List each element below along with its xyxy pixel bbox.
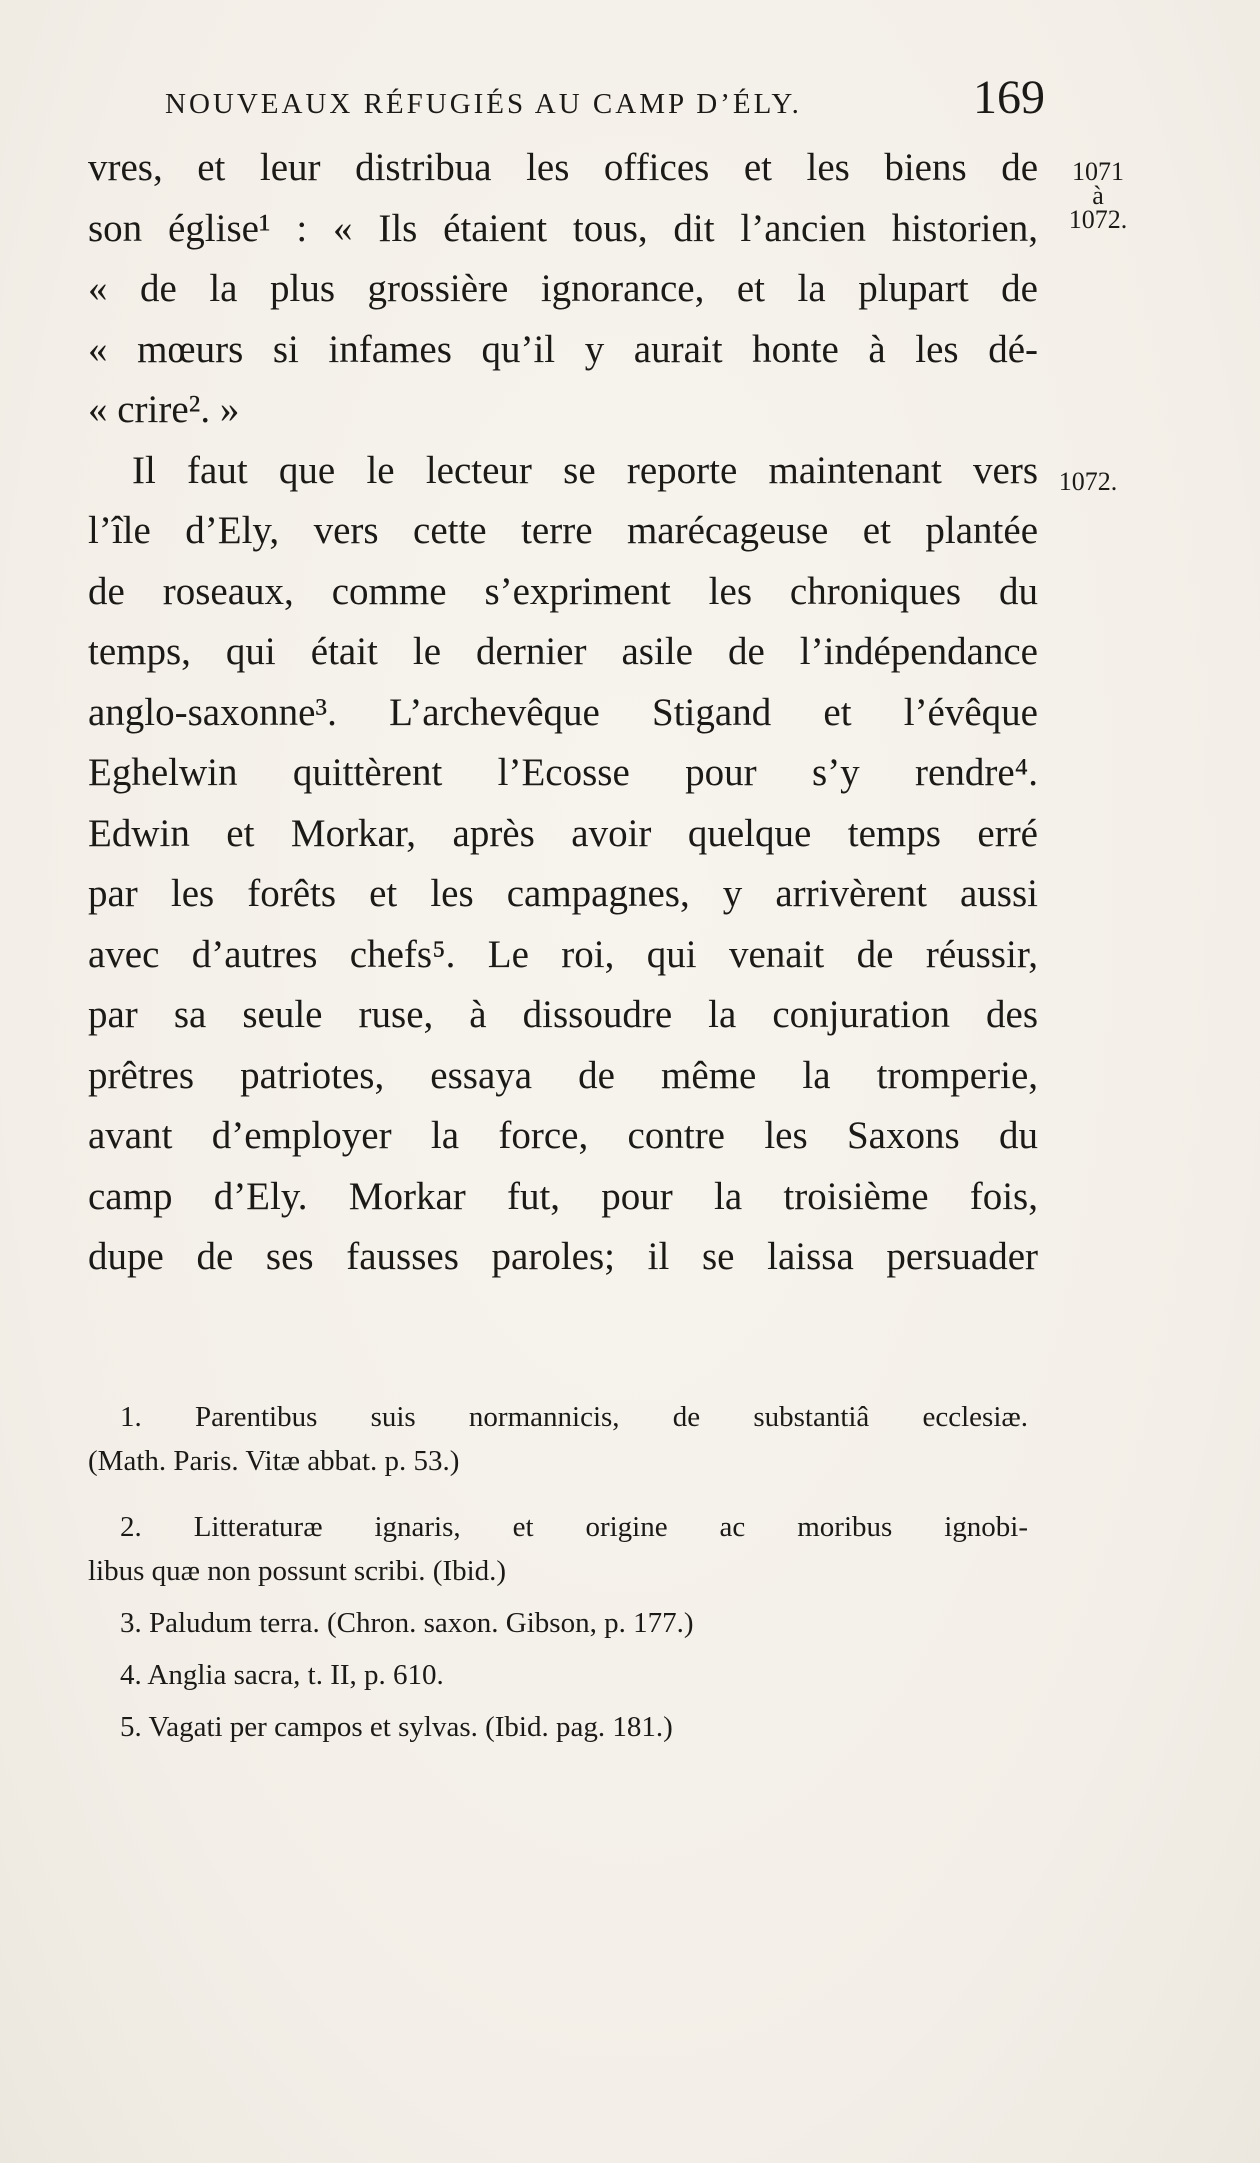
footnote-text: 2. Litteraturæ ignaris, et origine ac moribus ignobi- xyxy=(120,1511,1028,1543)
body-line: avec d’autres chefs⁵. Le roi, qui venait de réussir, xyxy=(88,932,1038,976)
body-line: vres, et leur distribua les offices et les biens de xyxy=(88,146,1038,189)
footnote-4 xyxy=(88,1653,1028,1697)
margin-date-to: 1072. xyxy=(1068,205,1128,234)
footnote-5 xyxy=(88,1705,1028,1749)
footnote-text: (Math. Paris. Vitæ abbat. p. 53.) xyxy=(88,1445,460,1477)
body-line: Il faut que le lecteur se reporte maintenant vers xyxy=(132,448,1038,492)
body-line: « de la plus grossière ignorance, et la plupart de xyxy=(88,267,1038,310)
margin-date-single-text: 1072. xyxy=(1058,467,1118,496)
body-line: anglo-saxonne³. L’archevêque Stigand et l’évêque xyxy=(88,690,1038,734)
body-line: de roseaux, comme s’expriment les chroniques du xyxy=(88,569,1038,613)
footnote-text: 4. Anglia sacra, t. II, p. 610. xyxy=(120,1659,444,1691)
body-line: camp d’Ely. Morkar fut, pour la troisième fois, xyxy=(88,1174,1038,1218)
footnote-text: 3. Paludum terra. (Chron. saxon. Gibson, p. 177.) xyxy=(120,1607,694,1639)
footnotes xyxy=(88,1395,1028,1749)
body-line: « mœurs si infames qu’il y aurait honte à les dé- xyxy=(88,327,1038,371)
footnote-text: 1. Parentibus suis normannicis, de substantiâ ecclesiæ. xyxy=(120,1401,1028,1433)
footnote-text: 5. Vagati per campos et sylvas. (Ibid. pag. 181.) xyxy=(120,1711,673,1743)
page-number: 169 xyxy=(973,71,1045,124)
body-line: temps, qui était le dernier asile de l’indépendance xyxy=(88,630,1038,673)
margin-date-range xyxy=(1058,157,1138,234)
body-line: « crire². » xyxy=(88,388,240,431)
margin-date-from: 1071 xyxy=(1072,157,1124,186)
footnote-text: libus quæ non possunt scribi. (Ibid.) xyxy=(88,1555,507,1587)
footnote-2 xyxy=(88,1505,1028,1593)
body-text xyxy=(88,138,1038,1288)
margin-date-sep: à xyxy=(1092,181,1104,210)
margin-date-single xyxy=(1048,467,1128,496)
footnote-1 xyxy=(88,1395,1028,1483)
body-line: par les forêts et les campagnes, y arrivèrent aussi xyxy=(88,872,1038,915)
body-line: par sa seule ruse, à dissoudre la conjuration des xyxy=(88,993,1038,1036)
body-line: l’île d’Ely, vers cette terre marécageuse et plantée xyxy=(88,509,1038,552)
body-line: Eghelwin quittèrent l’Ecosse pour s’y rendre⁴. xyxy=(88,751,1038,794)
footnote-3 xyxy=(88,1601,1028,1645)
body-line: dupe de ses fausses paroles; il se laissa persuader xyxy=(88,1235,1038,1278)
running-head xyxy=(165,70,1045,130)
body-line: avant d’employer la force, contre les Saxons du xyxy=(88,1114,1038,1157)
body-line: prêtres patriotes, essaya de même la tromperie, xyxy=(88,1053,1038,1097)
running-title: NOUVEAUX RÉFUGIÉS AU CAMP D’ÉLY. xyxy=(165,88,802,120)
body-line: son église¹ : « Ils étaient tous, dit l’ancien historien, xyxy=(88,206,1038,250)
body-line: Edwin et Morkar, après avoir quelque temps erré xyxy=(88,811,1038,855)
